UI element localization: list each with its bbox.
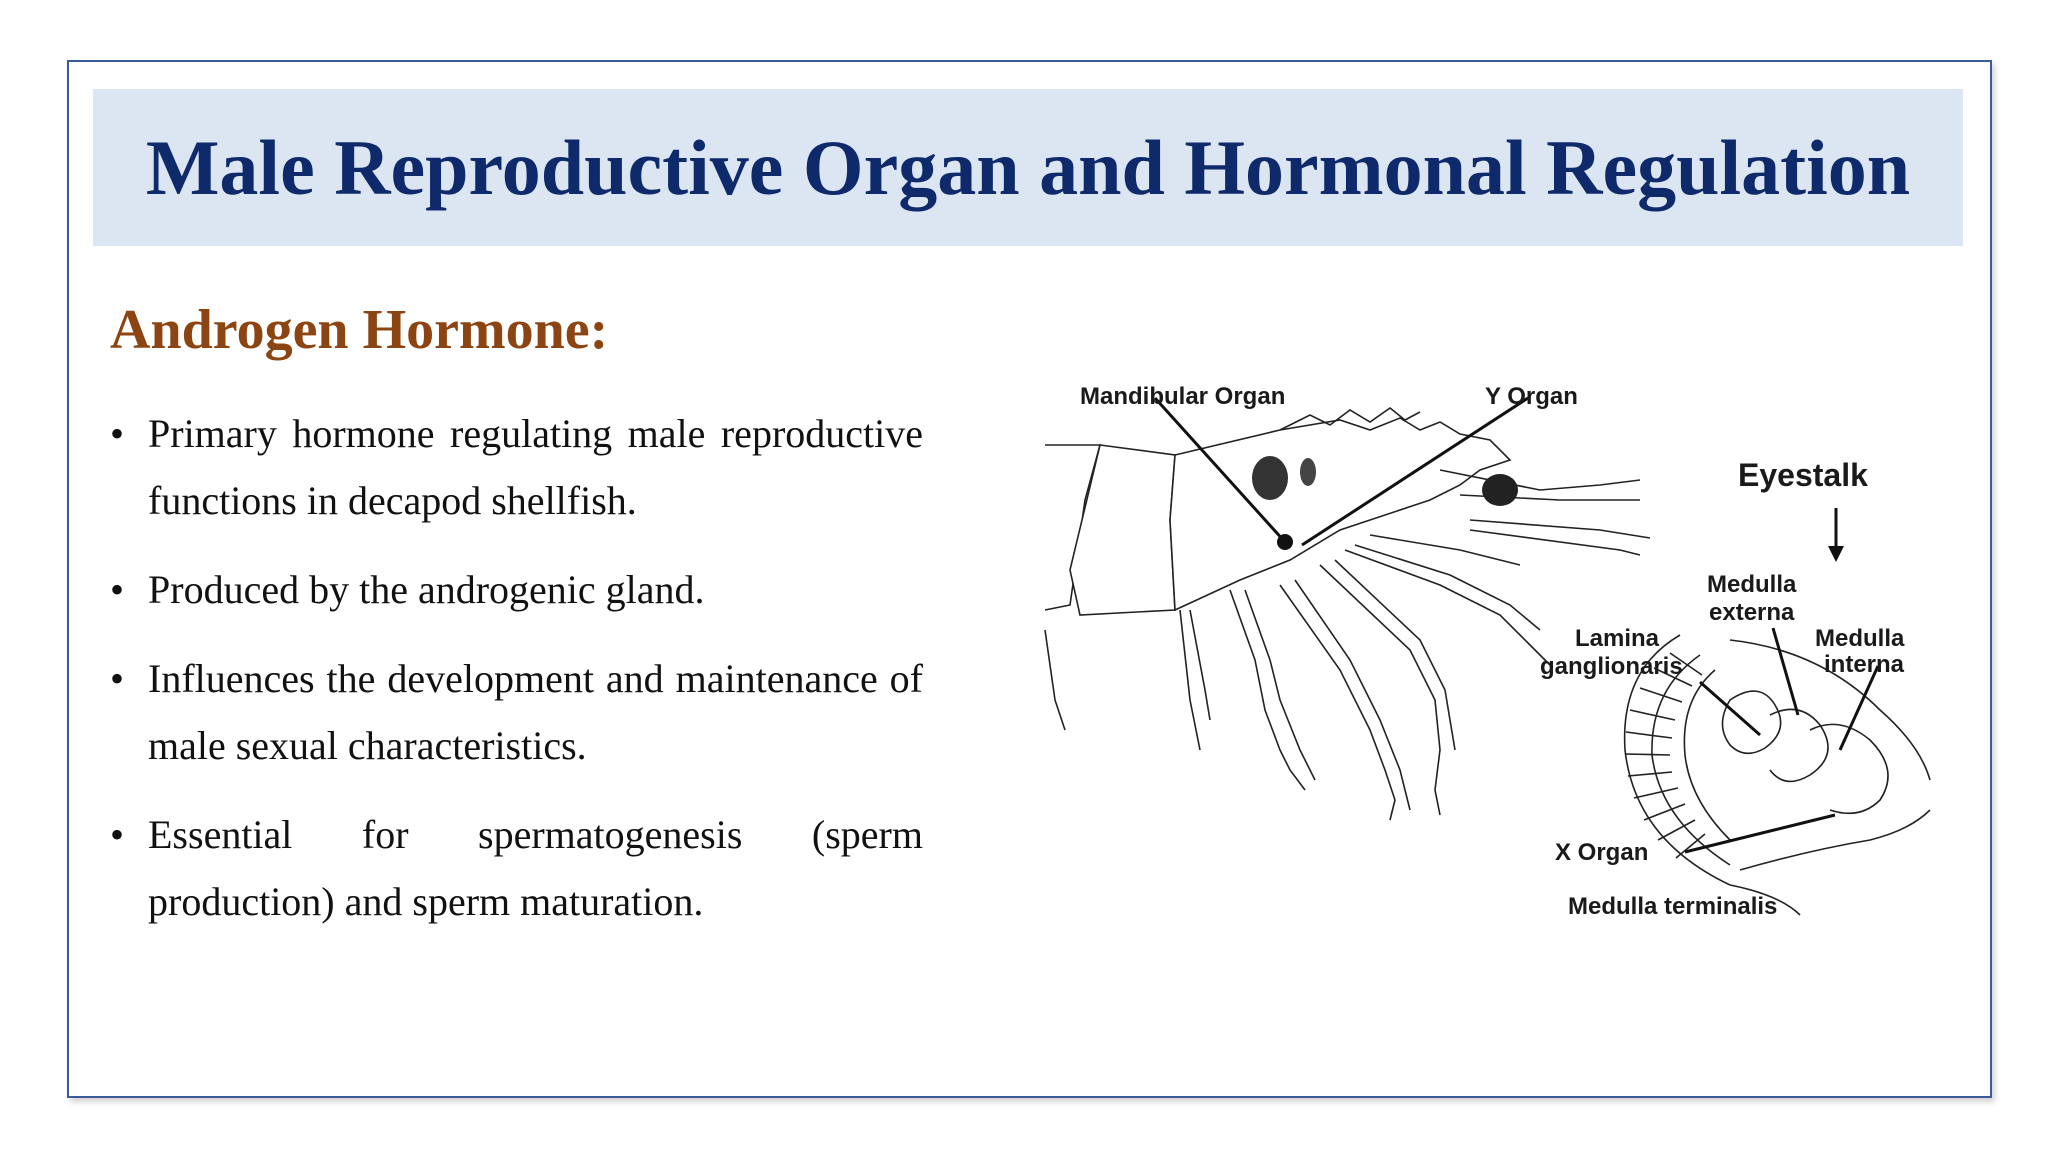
medulla-externa-leader — [1773, 628, 1798, 715]
bullet-list — [110, 400, 923, 957]
label-medulla-externa-2: externa — [1709, 599, 1795, 626]
medulla-interna-leader — [1840, 666, 1878, 750]
label-eyestalk: Eyestalk — [1738, 457, 1868, 493]
x-organ-leader — [1685, 815, 1835, 852]
lamina-leader — [1700, 682, 1760, 735]
label-medulla-interna-1: Medulla — [1815, 625, 1905, 652]
label-medulla-interna-2: interna — [1824, 651, 1905, 678]
label-mandibular-organ: Mandibular Organ — [1080, 383, 1286, 410]
bullet-item: • Essential for spermatogenesis (sperm production) and sperm maturation. — [110, 801, 923, 935]
bullet-item: • Produced by the androgenic gland. — [110, 556, 923, 623]
bullet-item: • Influences the development and maintenance of male sexual characteristics. — [110, 645, 923, 779]
title-band — [93, 89, 1963, 246]
label-lamina-1: Lamina — [1575, 625, 1660, 652]
label-medulla-externa-1: Medulla — [1707, 571, 1797, 598]
label-y-organ: Y Organ — [1485, 383, 1578, 410]
bullet-item: • Primary hormone regulating male reproductive functions in decapod shellfish. — [110, 400, 923, 534]
slide-title: Male Reproductive Organ and Hormonal Regulation — [145, 123, 1911, 211]
label-x-organ: X Organ — [1555, 839, 1649, 866]
shrimp-illustration — [1045, 408, 1650, 820]
label-medulla-terminalis: Medulla terminalis — [1568, 893, 1778, 920]
shrimp-eyestalk-diagram — [1040, 370, 1940, 930]
section-heading: Androgen Hormone: — [110, 299, 609, 361]
label-lamina-2: ganglionaris — [1540, 653, 1683, 680]
